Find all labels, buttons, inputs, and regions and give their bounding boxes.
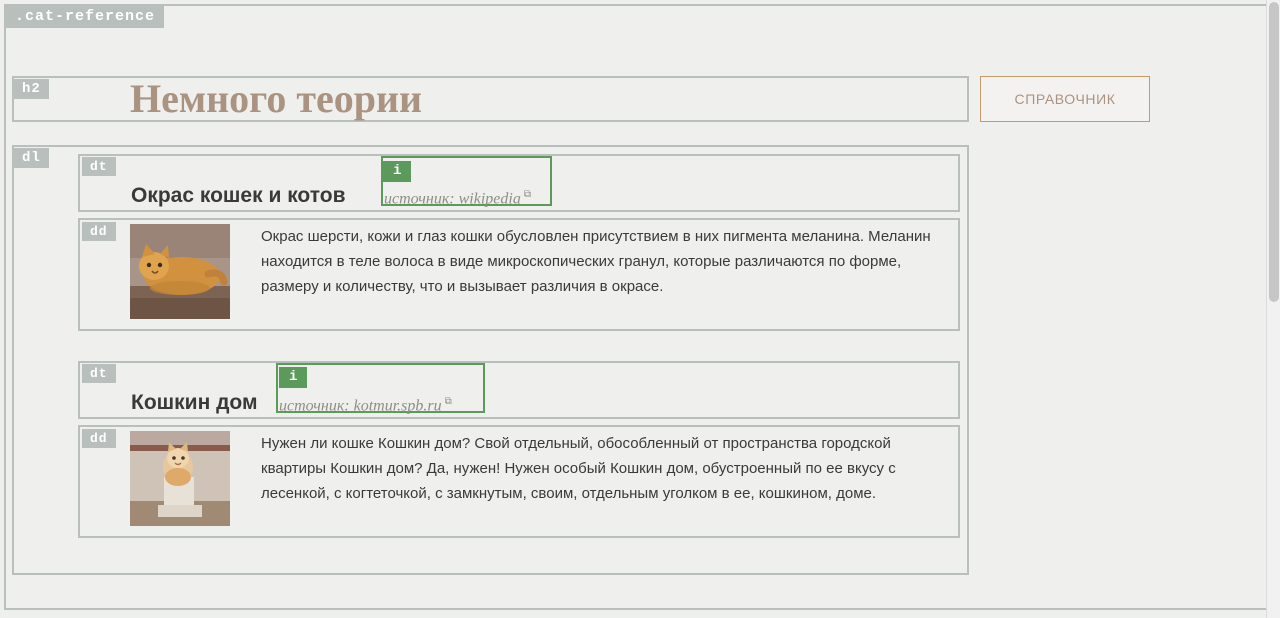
source-link-label: источник: kotmur.spb.ru [279,397,442,415]
definition-term-label: Окрас кошек и котов [131,184,346,207]
tag-label-h2: h2 [14,79,49,99]
vertical-scrollbar[interactable] [1266,0,1280,618]
source-link-label: источник: wikipedia [384,190,521,208]
tag-label-dd: dd [82,429,116,448]
scrollbar-thumb[interactable] [1269,2,1279,302]
cat-photo-ginger [130,224,230,319]
external-link-icon: ⧉ [523,189,531,200]
tag-label-dt: dt [82,364,116,383]
tag-label-section: .cat-reference [6,6,164,28]
source-link[interactable] [384,189,531,208]
page-title: Немного теории [130,76,423,121]
info-icon: i [279,367,307,388]
tag-label-dd: dd [82,222,116,241]
definition-description-text: Нужен ли кошке Кошкин дом? Свой отдельный, обособленный от пространства городской квартиры Кошкин дом? Да, нужен! Нужен особый Кошкин дом, обустроенный по ее вкусу с лесенкой, с когтеточкой, с замкнутым, своим, отдельным уголком в ее, кошкином, доме. [261,435,896,502]
tag-label-dl: dl [14,148,49,168]
external-link-icon: ⧉ [444,396,452,407]
reference-button[interactable]: СПРАВОЧНИК [980,76,1150,122]
info-icon: i [383,161,411,182]
tag-label-dt: dt [82,157,116,176]
definition-term-label: Кошкин дом [131,391,258,414]
cat-photo-kitten-tower [130,431,230,526]
source-link[interactable] [279,396,452,415]
definition-description-text: Окрас шерсти, кожи и глаз кошки обусловлен присутствием в них пигмента меланина. Меланин находится в теле волоса в виде микроскопических гранул, которые различаются по форме, размеру и количеству, что и вызывает различия в окрасе. [261,228,931,295]
